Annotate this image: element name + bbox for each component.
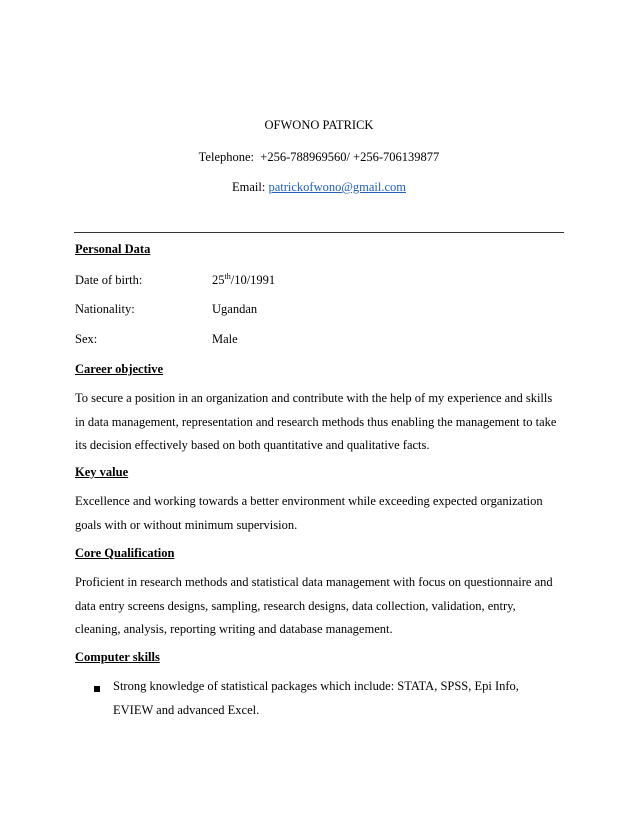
dob-suffix: th bbox=[224, 272, 231, 281]
telephone-line bbox=[0, 150, 638, 165]
career-line: in data management, representation and research methods thus enabling the management to take bbox=[75, 414, 557, 429]
core-qualification-text bbox=[75, 575, 565, 646]
career-objective-text bbox=[75, 391, 565, 462]
computer-skills-line: Strong knowledge of statistical packages which include: STATA, SPSS, Epi Info, bbox=[113, 679, 519, 693]
career-objective-heading: Career objective bbox=[75, 362, 164, 376]
personal-data-heading: Personal Data bbox=[75, 242, 151, 256]
core-line: cleaning, analysis, reporting writing and database management. bbox=[75, 622, 393, 636]
header-divider bbox=[74, 232, 564, 233]
email-link[interactable]: patrickofwono@gmail.com bbox=[268, 180, 406, 194]
dob-rest: /10/1991 bbox=[230, 273, 276, 287]
dob-label: Date of birth: bbox=[75, 273, 143, 287]
dob-day: 25 bbox=[212, 273, 225, 287]
computer-skills-item bbox=[113, 679, 573, 726]
computer-skills-line: EVIEW and advanced Excel. bbox=[113, 702, 260, 717]
sex-value: Male bbox=[212, 332, 238, 346]
dob-value bbox=[212, 273, 275, 288]
career-line: To secure a position in an organization and contribute with the help of my experience and skills bbox=[75, 391, 553, 405]
core-qualification-heading: Core Qualification bbox=[75, 546, 175, 560]
telephone-value: +256-788969560/ +256-706139877 bbox=[260, 150, 440, 164]
email-line bbox=[0, 180, 638, 195]
nationality-label: Nationality: bbox=[75, 302, 135, 316]
email-label: Email: bbox=[232, 180, 266, 194]
sex-label: Sex: bbox=[75, 332, 98, 346]
candidate-name: OFWONO PATRICK bbox=[264, 118, 374, 132]
core-line: data entry screens designs, sampling, research designs, data collection, validation, entry, bbox=[75, 598, 516, 613]
core-line: Proficient in research methods and statistical data management with focus on questionnaire and bbox=[75, 575, 553, 589]
computer-skills-heading: Computer skills bbox=[75, 650, 160, 664]
career-line: its decision effectively based on both quantitative and qualitative facts. bbox=[75, 438, 430, 452]
square-bullet-icon bbox=[94, 686, 100, 692]
telephone-label: Telephone: bbox=[198, 150, 255, 164]
key-value-heading: Key value bbox=[75, 465, 129, 479]
key-value-line: Excellence and working towards a better environment while exceeding expected organization bbox=[75, 494, 543, 508]
key-value-text bbox=[75, 494, 565, 541]
nationality-value: Ugandan bbox=[212, 302, 258, 316]
key-value-line: goals with or without minimum supervision. bbox=[75, 517, 298, 532]
